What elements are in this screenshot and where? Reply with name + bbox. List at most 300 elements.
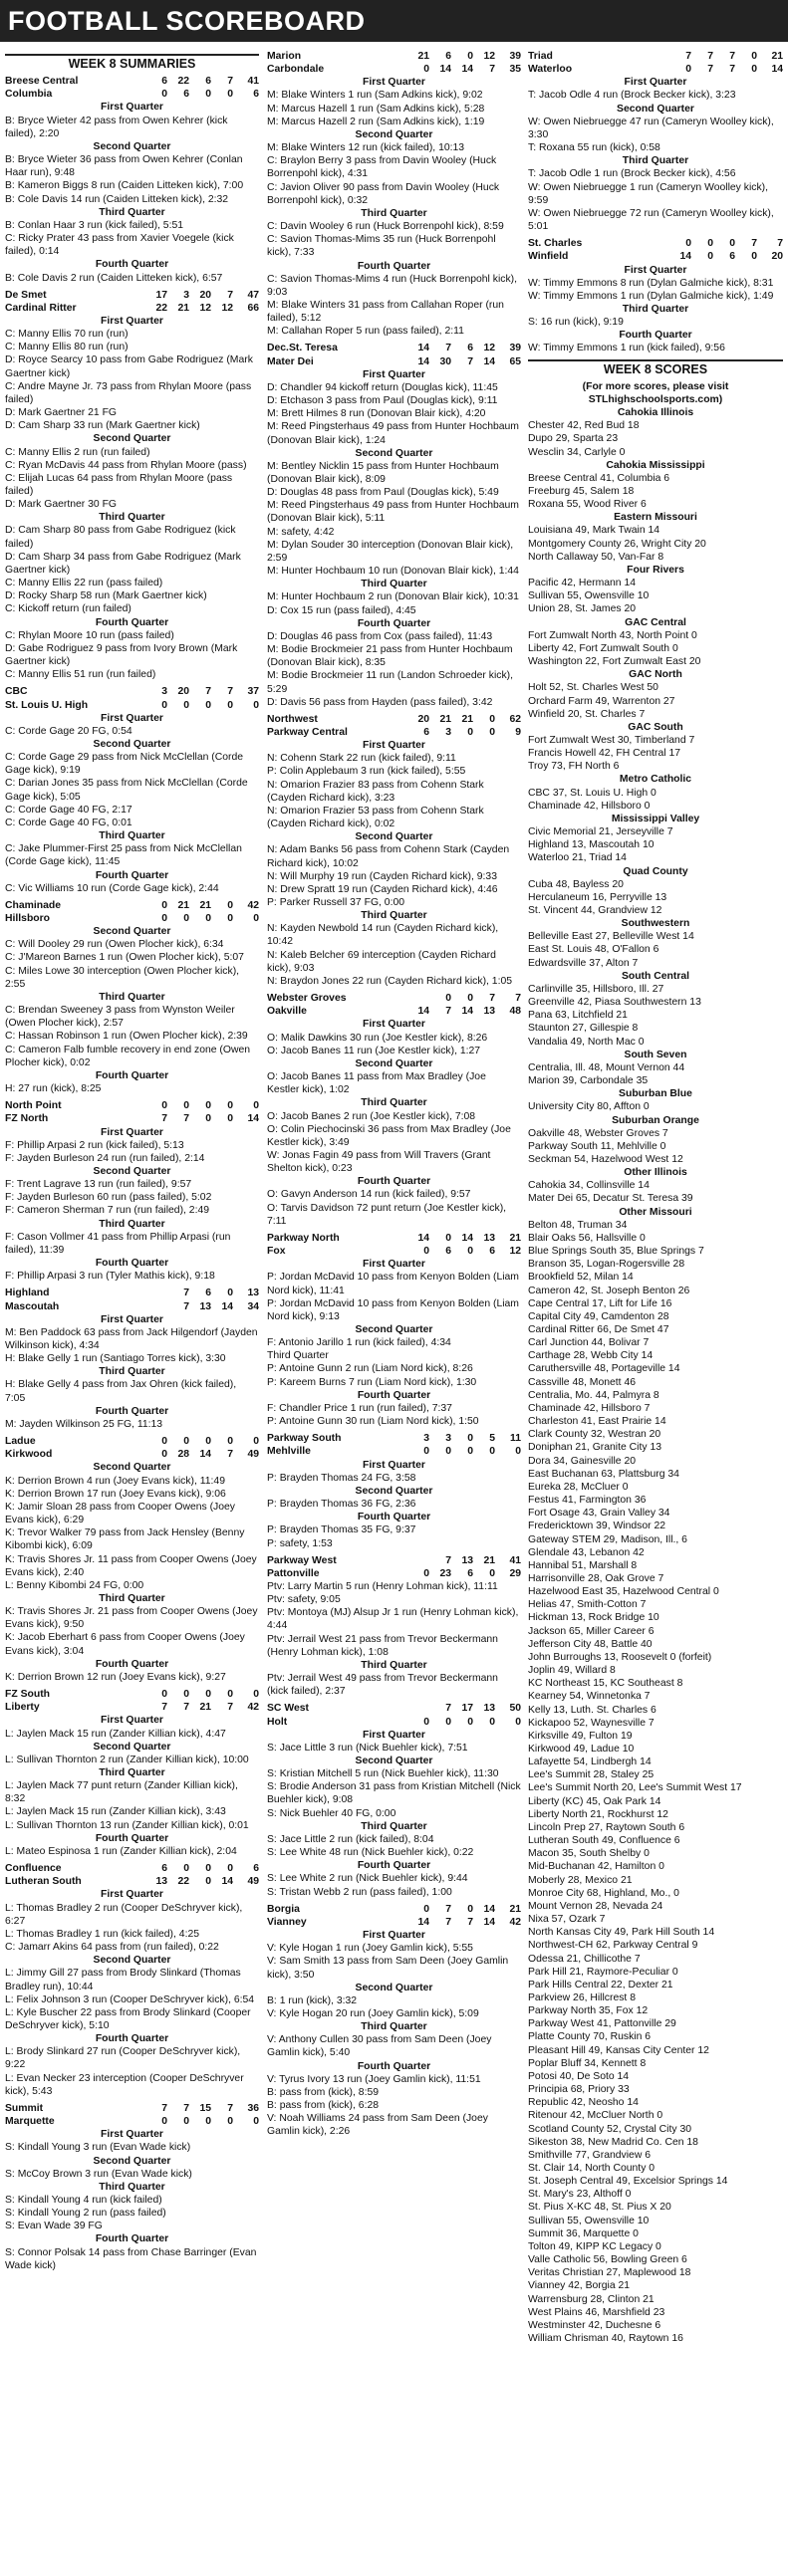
scoring-play: T: Roxana 55 run (kick), 0:58: [528, 142, 660, 154]
quarter-heading: Third Quarter: [99, 206, 165, 218]
scoring-play: C: Manny Ellis 51 run (run failed): [5, 669, 156, 681]
score-result: Pleasant Hill 49, Kansas City Center 12: [528, 2044, 709, 2056]
quarter-heading: Second Quarter: [355, 128, 433, 140]
score-value: 12: [483, 343, 495, 354]
score-value: 0: [467, 726, 473, 738]
score-result: Veritas Christian 27, Maplewood 18: [528, 2267, 691, 2279]
score-value: 14: [417, 343, 429, 354]
score-row: [5, 1099, 259, 1112]
score-value: 0: [161, 1436, 167, 1448]
score-value: 0: [205, 913, 211, 924]
score-result: Scotland County 52, Crystal City 30: [528, 2123, 692, 2135]
quarter-heading: Second Quarter: [355, 1756, 433, 1766]
score-value: 7: [729, 64, 735, 76]
score-value: 22: [155, 302, 167, 314]
scoring-play: C: Jake Plummer-First 25 pass from Nick McClellan (Corde Gage kick), 11:45: [5, 843, 242, 868]
score-result: St. Clair 14, North County 0: [528, 2163, 656, 2174]
scoring-play: M: Callahan Roper 5 run (pass failed), 2:11: [267, 326, 464, 338]
score-value: 0: [707, 251, 713, 263]
scoring-play: D: Douglas 46 pass from Cox (pass failed), 11:43: [267, 630, 493, 642]
score-row: [267, 1903, 521, 1916]
quarter-heading: Second Quarter: [355, 447, 433, 459]
game-summary: [267, 1903, 521, 2139]
score-result: Caruthersville 48, Portageville 14: [528, 1363, 680, 1375]
team-name: Mascoutah: [5, 1300, 60, 1312]
score-row: [267, 355, 521, 368]
scoring-play: N: Omarion Frazier 53 pass from Cohenn Stark (Cayden Richard kick), 0:02: [267, 805, 484, 830]
scoring-play: S: Kristian Mitchell 5 run (Nick Buehler kick), 11:30: [267, 1768, 499, 1780]
scoring-play: M: Bodie Brockmeier 11 run (Landon Schroeder kick), 5:29: [267, 670, 513, 695]
score-result: St. Vincent 44, Grandview 12: [528, 905, 662, 916]
quarter-heading: Fourth Quarter: [357, 1860, 431, 1872]
scoring-play: C: Brendan Sweeney 3 pass from Wynston Weiler (Owen Plocher kick), 2:57: [5, 1005, 235, 1030]
team-name: Waterloo: [528, 64, 573, 76]
scoring-play: N: Cohenn Stark 22 run (kick failed), 9:11: [267, 753, 456, 765]
score-result: Lee's Summit 28, Staley 25: [528, 1769, 655, 1781]
score-result: Highland 13, Mascoutah 10: [528, 839, 655, 851]
score-value: 0: [445, 1446, 451, 1458]
game-summary: [267, 713, 521, 988]
quarter-heading: First Quarter: [101, 315, 163, 327]
score-value: 42: [247, 899, 259, 911]
scoring-play: Ptv: safety, 9:05: [267, 1594, 341, 1606]
scoring-play: S: Connor Polsak 14 pass from Chase Barringer (Evan Wade kick): [5, 2246, 257, 2271]
score-value: 6: [467, 343, 473, 354]
score-result: Centralia, Ill. 48, Mount Vernon 44: [528, 1061, 685, 1073]
quarter-heading: Fourth Quarter: [95, 1832, 169, 1844]
scoring-play: W: Timmy Emmons 1 run (kick failed), 9:56: [528, 343, 725, 354]
scoring-play: W: Jonas Fagin 49 pass from Will Travers (Grant Shelton kick), 0:23: [267, 1149, 491, 1175]
scoring-play: L: Thomas Bradley 1 run (kick failed), 4:25: [5, 1928, 200, 1940]
summaries-heading: WEEK 8 SUMMARIES: [5, 54, 259, 71]
score-value: 0: [467, 1446, 473, 1458]
scoring-play: L: Jaylen Mack 15 run (Zander Killian kick), 4:47: [5, 1728, 226, 1740]
score-value: 7: [751, 238, 757, 250]
game-summary: [5, 1862, 259, 2098]
score-value: 6: [445, 1246, 451, 1258]
score-value: 13: [199, 1300, 211, 1312]
score-result: Chester 42, Red Bud 18: [528, 420, 640, 432]
score-value: 21: [771, 51, 783, 62]
score-result: Tolton 49, KIPP KC Legacy 0: [528, 2240, 661, 2252]
scoring-play: B: Bryce Wieter 42 pass from Owen Kehrer (kick failed), 2:20: [5, 115, 228, 139]
score-value: 20: [771, 251, 783, 263]
score-row: [267, 50, 521, 63]
score-row: [267, 1567, 521, 1580]
score-result: Lafayette 54, Lindbergh 14: [528, 1756, 652, 1768]
score-value: 39: [509, 343, 521, 354]
score-row: [5, 1862, 259, 1875]
score-result: Louisiana 49, Mark Twain 14: [528, 525, 660, 537]
score-result: Hazelwood East 35, Hazelwood Central 0: [528, 1586, 719, 1598]
score-value: 7: [445, 1554, 451, 1566]
scoring-play: O: Malik Dawkins 30 run (Joe Kestler kick), 8:26: [267, 1032, 488, 1044]
score-value: 28: [177, 1449, 189, 1461]
scoring-play: B: Kameron Biggs 8 run (Caiden Litteken kick), 7:00: [5, 180, 244, 192]
score-value: 21: [199, 1702, 211, 1714]
quarter-heading: Second Quarter: [355, 1982, 433, 1993]
scoring-play: O: Jacob Banes 11 run (Joe Kestler kick), 1:27: [267, 1045, 481, 1056]
scoring-play: L: Jimmy Gill 27 pass from Brody Slinkard (Thomas Bradley run), 10:44: [5, 1968, 241, 1992]
game-summary: [267, 50, 521, 338]
score-value: 7: [515, 993, 521, 1005]
score-result: Hickman 13, Rock Bridge 10: [528, 1612, 659, 1624]
score-row: [5, 1112, 259, 1125]
quarter-heading: First Quarter: [624, 77, 687, 89]
score-result: Mater Dei 65, Decatur St. Teresa 39: [528, 1193, 693, 1205]
score-value: 47: [247, 289, 259, 301]
score-result: Roxana 55, Wood River 6: [528, 499, 647, 511]
team-name: Kirkwood: [5, 1449, 53, 1461]
team-name: Liberty: [5, 1702, 40, 1714]
score-result: Greenville 42, Piasa Southwestern 13: [528, 997, 701, 1009]
scoring-play: F: Trent Lagrave 13 run (run failed), 9:57: [5, 1179, 192, 1191]
quarter-heading: Fourth Quarter: [357, 2060, 431, 2072]
scoring-play: T: Jacob Odle 1 run (Brock Becker kick), 4:56: [528, 168, 736, 180]
score-value: 7: [707, 51, 713, 62]
score-result: Edwardsville 37, Alton 7: [528, 957, 639, 969]
score-value: 7: [685, 51, 691, 62]
scoring-play: S: Kindall Young 3 run (Evan Wade kick): [5, 2142, 191, 2154]
score-value: 7: [467, 355, 473, 367]
scoring-play: L: Brody Slinkard 27 run (Cooper DeSchryver kick), 9:22: [5, 2046, 241, 2071]
score-value: 7: [227, 76, 233, 88]
score-result: Cahokia 34, Collinsville 14: [528, 1180, 650, 1192]
scoring-play: S: McCoy Brown 3 run (Evan Wade kick): [5, 2168, 192, 2180]
score-value: 29: [509, 1567, 521, 1579]
scoring-play: N: Will Murphy 19 run (Cayden Richard kick), 9:33: [267, 870, 497, 882]
score-value: 14: [199, 1449, 211, 1461]
score-result: John Burroughs 13, Roosevelt 0 (forfeit): [528, 1651, 712, 1663]
quarter-heading: Fourth Quarter: [357, 1512, 431, 1523]
score-value: 20: [199, 289, 211, 301]
score-result: Festus 41, Farmington 36: [528, 1495, 647, 1507]
scoring-play: D: Etchason 3 pass from Paul (Douglas kick), 9:11: [267, 395, 498, 407]
scoring-play: S: Jace Little 2 run (kick failed), 8:04: [267, 1833, 434, 1845]
team-name: CBC: [5, 686, 28, 698]
scoring-play: Ptv: Jerrail West 49 pass from Trevor Beckermann (kick failed), 2:37: [267, 1673, 498, 1698]
team-name: SC West: [267, 1703, 309, 1715]
conference-heading: Metro Catholic: [619, 774, 692, 786]
quarter-heading: First Quarter: [101, 1889, 163, 1901]
quarter-heading: Third Quarter: [361, 2021, 427, 2033]
score-value: 0: [489, 1716, 495, 1728]
score-result: Carthage 28, Webb City 14: [528, 1350, 654, 1362]
scoring-play: K: Travis Shores Jr. 11 pass from Cooper Owens (Joey Evans kick), 2:40: [5, 1553, 257, 1578]
game-summary: [267, 1702, 521, 1898]
score-value: 50: [509, 1703, 521, 1715]
scoring-play: P: Antoine Gunn 2 run (Liam Nord kick), 8:26: [267, 1363, 473, 1375]
scoring-play: M: Bodie Brockmeier 21 pass from Hunter Hochbaum (Donovan Blair kick), 8:35: [267, 644, 513, 669]
score-result: Warrensburg 28, Clinton 21: [528, 2293, 655, 2305]
score-value: 0: [161, 899, 167, 911]
score-value: 14: [417, 355, 429, 367]
score-result: St. Pius X-KC 48, St. Pius X 20: [528, 2202, 671, 2214]
game-summary: [267, 1554, 521, 1699]
score-value: 14: [221, 1876, 233, 1888]
score-result: Park Hills Central 22, Dexter 21: [528, 1979, 673, 1991]
score-result: Clark County 32, Westran 20: [528, 1429, 661, 1441]
scoring-play: O: Tarvis Davidson 72 punt return (Joe Kestler kick), 7:11: [267, 1202, 507, 1227]
score-value: 14: [417, 1232, 429, 1244]
quarter-heading: Third Quarter: [99, 1767, 165, 1778]
scoring-play: C: Savion Thomas-Mims 4 run (Huck Borrenpohl kick), 9:03: [267, 273, 517, 298]
scoring-play: P: Jordan McDavid 10 pass from Kenyon Bolden (Liam Nord kick), 9:13: [267, 1297, 519, 1322]
score-result: Belleville East 27, Belleville West 14: [528, 931, 694, 943]
score-result: University City 80, Affton 0: [528, 1101, 650, 1113]
score-result: Lutheran South 49, Confluence 6: [528, 1835, 680, 1847]
score-value: 0: [183, 1100, 189, 1112]
team-name: Fox: [267, 1246, 286, 1258]
score-value: 14: [439, 64, 451, 76]
score-value: 7: [161, 2102, 167, 2114]
score-value: 6: [205, 1288, 211, 1299]
scoring-play: D: Cam Sharp 80 pass from Gabe Rodriguez (kick failed): [5, 525, 236, 550]
quarter-heading: First Quarter: [101, 1313, 163, 1325]
game-summary: [267, 342, 521, 708]
score-value: 0: [205, 1876, 211, 1888]
scoring-play: P: Antoine Gunn 30 run (Liam Nord kick), 1:50: [267, 1416, 479, 1428]
team-name: Parkway South: [267, 1433, 342, 1445]
score-row: [267, 1245, 521, 1258]
score-value: 13: [247, 1288, 259, 1299]
score-value: 12: [509, 1246, 521, 1258]
score-result: Harrisonville 28, Oak Grove 7: [528, 1572, 664, 1584]
scores-url: STLhighschoolsports.com): [588, 393, 723, 405]
score-value: 0: [751, 51, 757, 62]
conference-heading: Mississippi Valley: [611, 813, 700, 824]
score-value: 0: [489, 1567, 495, 1579]
score-row: [267, 1716, 521, 1729]
team-name: Oakville: [267, 1006, 307, 1018]
quarter-heading: Second Quarter: [93, 738, 171, 750]
scoring-play: V: Noah Williams 24 pass from Sam Deen (Joey Gamlin kick), 2:26: [267, 2113, 488, 2138]
scoring-play: S: Kindall Young 4 run (kick failed): [5, 2195, 162, 2206]
team-name: Vianney: [267, 1916, 307, 1928]
score-result: Vandalia 49, North Mac 0: [528, 1036, 645, 1048]
score-result: Sullivan 55, Owensville 10: [528, 2215, 650, 2226]
score-result: Oakville 48, Webster Groves 7: [528, 1127, 668, 1139]
scoring-play: D: Cox 15 run (pass failed), 4:45: [267, 604, 416, 616]
score-value: 0: [489, 713, 495, 725]
score-value: 42: [509, 1916, 521, 1928]
quarter-heading: First Quarter: [363, 368, 425, 380]
scoring-play: L: Jaylen Mack 77 punt return (Zander Killian kick), 8:32: [5, 1780, 238, 1805]
score-value: 7: [489, 993, 495, 1005]
score-value: 7: [161, 1113, 167, 1125]
team-name: De Smet: [5, 289, 47, 301]
team-name: Triad: [528, 51, 553, 62]
scoring-play: N: Omarion Frazier 83 pass from Cohenn Stark (Cayden Richard kick), 3:23: [267, 779, 484, 804]
score-value: 0: [423, 1716, 429, 1728]
scoring-play: P: Brayden Thomas 24 FG, 3:58: [267, 1472, 416, 1484]
score-row: [267, 1432, 521, 1445]
quarter-heading: Fourth Quarter: [95, 869, 169, 881]
quarter-heading: Third Quarter: [99, 1218, 165, 1230]
score-value: 0: [161, 2116, 167, 2128]
scoring-play: H: Blake Gelly 1 run (Santiago Torres kick), 3:30: [5, 1353, 226, 1365]
conference-heading: GAC Central: [625, 616, 686, 628]
scoring-play: C: Braylon Berry 3 pass from Davin Wooley (Huck Borrenpohl kick), 4:31: [267, 155, 497, 180]
score-value: 0: [751, 64, 757, 76]
game-summary: [5, 899, 259, 1095]
scoring-play: C: Jamarr Akins 64 pass from (run failed), 0:22: [5, 1942, 219, 1954]
score-value: 7: [445, 343, 451, 354]
scoring-play: P: Colin Applebaum 3 run (kick failed), 5:55: [267, 766, 466, 778]
score-result: Lee's Summit North 20, Lee's Summit West 17: [528, 1782, 742, 1794]
quarter-heading: Fourth Quarter: [95, 2233, 169, 2245]
scoring-play: F: Jayden Burleson 24 run (run failed), 2:14: [5, 1152, 205, 1164]
game-summary: [267, 1432, 521, 1549]
score-blank: [145, 1287, 167, 1299]
score-result: Kelly 13, Luth. St. Charles 6: [528, 1704, 657, 1716]
score-value: 21: [509, 1903, 521, 1915]
score-result: Belton 48, Truman 34: [528, 1219, 628, 1231]
team-name: Confluence: [5, 1863, 62, 1875]
score-row: [5, 899, 259, 912]
quarter-heading: Second Quarter: [93, 926, 171, 938]
scoring-play: N: Kayden Newbold 14 run (Cayden Richard kick), 10:42: [267, 923, 499, 948]
score-result: Fredericktown 39, Windsor 22: [528, 1521, 666, 1532]
scoring-play: D: Rocky Sharp 58 run (Mark Gaertner kick): [5, 590, 207, 602]
score-value: 21: [483, 1554, 495, 1566]
scoring-play: M: Marcus Hazell 2 run (Sam Adkins kick), 1:19: [267, 116, 485, 127]
score-value: 41: [509, 1554, 521, 1566]
score-value: 7: [183, 1300, 189, 1312]
score-result: Valle Catholic 56, Bowling Green 6: [528, 2254, 687, 2266]
score-result: St. Joseph Central 49, Excelsior Springs 14: [528, 2176, 728, 2188]
score-row: [5, 1701, 259, 1714]
scoring-play: C: Elijah Lucas 64 pass from Rhylan Moore (pass failed): [5, 472, 233, 497]
score-value: 12: [199, 302, 211, 314]
score-row: [5, 1448, 259, 1461]
score-value: 0: [253, 1100, 259, 1112]
scoring-play: F: Phillip Arpasi 2 run (kick failed), 5:13: [5, 1139, 184, 1151]
scoring-play: L: Mateo Espinosa 1 run (Zander Killian kick), 2:04: [5, 1845, 237, 1857]
score-result: Republic 42, Neosho 14: [528, 2097, 639, 2109]
scoring-play: C: Corde Gage 40 FG, 2:17: [5, 804, 132, 816]
score-value: 7: [445, 1703, 451, 1715]
conference-heading: Suburban Blue: [619, 1088, 692, 1100]
score-result: Breese Central 41, Columbia 6: [528, 472, 670, 484]
scoring-play: C: Cameron Falb fumble recovery in end zone (Owen Plocher kick), 0:02: [5, 1044, 251, 1068]
score-result: Poplar Bluff 34, Kennett 8: [528, 2057, 647, 2069]
score-value: 0: [445, 1716, 451, 1728]
score-value: 0: [183, 1436, 189, 1448]
score-result: Joplin 49, Willard 8: [528, 1665, 616, 1677]
scoring-play: M: Marcus Hazell 1 run (Sam Adkins kick), 5:28: [267, 103, 485, 115]
score-value: 7: [205, 686, 211, 698]
score-result: Troy 73, FH North 6: [528, 761, 620, 773]
quarter-heading: Third Quarter: [361, 1097, 427, 1109]
summaries-column-3: [528, 50, 783, 2576]
scoring-play: C: Corde Gage 40 FG, 0:01: [5, 817, 132, 828]
score-value: 39: [509, 51, 521, 62]
team-name: Hillsboro: [5, 913, 51, 924]
quarter-heading: First Quarter: [363, 1019, 425, 1031]
score-result: Parkway North 35, Fox 12: [528, 2005, 649, 2017]
score-value: 0: [423, 1246, 429, 1258]
score-result: Jefferson City 48, Battle 40: [528, 1638, 653, 1650]
score-result: Brookfield 52, Milan 14: [528, 1272, 634, 1284]
score-row: [267, 1702, 521, 1715]
score-value: 0: [227, 1113, 233, 1125]
scoring-play: B: Cole Davis 14 run (Caiden Litteken kick), 2:32: [5, 193, 229, 205]
score-value: 0: [445, 993, 451, 1005]
scoring-play: Ptv: Montoya (MJ) Alsup Jr 1 run (Henry Lohman kick), 4:44: [267, 1607, 519, 1632]
score-value: 0: [467, 1433, 473, 1445]
score-value: 20: [417, 713, 429, 725]
scores-note: (For more scores, please visit: [582, 380, 729, 392]
score-row: [267, 342, 521, 354]
score-value: 42: [247, 1702, 259, 1714]
scoring-play: P: Kareem Burns 7 run (Liam Nord kick), 1:30: [267, 1376, 477, 1388]
score-value: 7: [707, 64, 713, 76]
scoring-play: W: Owen Niebruegge 47 run (Cameryn Woolley kick), 3:30: [528, 116, 774, 140]
team-name: Carbondale: [267, 64, 325, 76]
scoring-play: M: Bentley Nicklin 15 pass from Hunter Hochbaum (Donovan Blair kick), 8:09: [267, 460, 499, 485]
scoring-play: L: Sullivan Thornton 2 run (Zander Killian kick), 10:00: [5, 1754, 249, 1765]
score-row: [5, 75, 259, 88]
score-value: 7: [445, 1006, 451, 1018]
scoring-play: M: Brett Hilmes 8 run (Donovan Blair kick), 4:20: [267, 408, 486, 420]
score-row: [267, 1916, 521, 1929]
scoring-play: S: Evan Wade 39 FG: [5, 2221, 103, 2232]
scoring-play: M: Reed Pingsterhaus 49 pass from Hunter Hochbaum (Donovan Blair kick), 5:11: [267, 500, 519, 525]
scoring-play: S: Lee White 48 run (Nick Buehler kick), 0:22: [267, 1847, 474, 1859]
team-name: FZ North: [5, 1113, 49, 1125]
score-result: Chaminade 42, Hillsboro 7: [528, 1402, 651, 1414]
score-result: Kearney 54, Winnetonka 7: [528, 1691, 651, 1703]
score-result: Jackson 65, Miller Career 6: [528, 1625, 655, 1637]
team-name: Pattonville: [267, 1567, 320, 1579]
score-value: 12: [221, 302, 233, 314]
scores-heading: WEEK 8 SCORES: [528, 359, 783, 376]
scoring-play: F: Jayden Burleson 60 run (pass failed), 5:02: [5, 1192, 212, 1204]
score-value: 13: [483, 1232, 495, 1244]
score-value: 7: [445, 1916, 451, 1928]
score-value: 0: [227, 2116, 233, 2128]
score-value: 6: [489, 1246, 495, 1258]
scoring-play: K: Jacob Eberhart 6 pass from Cooper Owens (Joey Evans kick), 3:04: [5, 1632, 245, 1657]
quarter-heading: Second Quarter: [355, 831, 433, 843]
score-result: Sullivan 55, Owensville 10: [528, 590, 650, 602]
quarter-heading: Fourth Quarter: [95, 1658, 169, 1670]
scoring-play: C: Andre Mayne Jr. 73 pass from Rhylan Moore (pass failed): [5, 380, 252, 405]
scoring-play: C: Hassan Robinson 1 run (Owen Plocher kick), 2:39: [5, 1031, 248, 1043]
scoring-play: O: Gavyn Anderson 14 run (kick failed), 9:57: [267, 1189, 471, 1201]
scoring-play: C: Rhylan Moore 10 run (pass failed): [5, 629, 174, 641]
scoring-play: O: Colin Piechocinski 36 pass from Max Bradley (Joe Kestler kick), 3:49: [267, 1123, 511, 1148]
score-value: 3: [445, 726, 451, 738]
score-result: Parkway West 41, Pattonville 29: [528, 2018, 676, 2030]
scoring-play: K: Jamir Sloan 28 pass from Cooper Owens (Joey Evans kick), 6:29: [5, 1501, 235, 1526]
scoring-play: M: safety, 4:42: [267, 526, 335, 538]
team-name: Mehlville: [267, 1446, 311, 1458]
score-result: Glendale 43, Lebanon 42: [528, 1546, 645, 1558]
quarter-heading: First Quarter: [363, 740, 425, 752]
scoring-play: C: Ryan McDavis 44 pass from Rhylan Moore (pass): [5, 459, 247, 471]
scoring-play: L: Felix Johnson 3 run (Cooper DeSchryver kick), 6:54: [5, 1993, 255, 2005]
score-row: [267, 1554, 521, 1567]
team-name: Dec.St. Teresa: [267, 343, 338, 354]
scoring-play: M: Jayden Wilkinson 25 FG, 11:13: [5, 1418, 163, 1430]
scoring-play: K: Derrion Brown 4 run (Joey Evans kick), 11:49: [5, 1475, 225, 1487]
quarter-heading: Fourth Quarter: [95, 1258, 169, 1270]
score-value: 3: [445, 1433, 451, 1445]
score-result: Doniphan 21, Granite City 13: [528, 1442, 662, 1454]
score-value: 0: [515, 1716, 521, 1728]
